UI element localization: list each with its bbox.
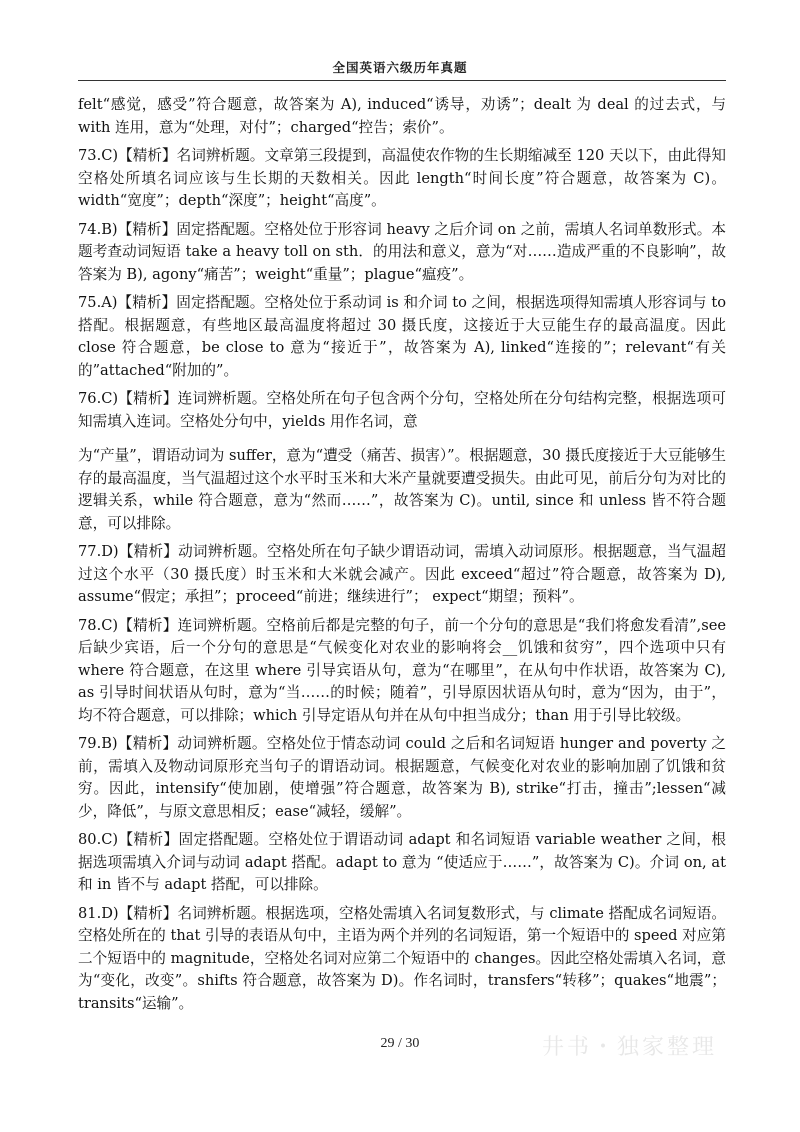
paragraph-78: 78.C)【精析】连词辨析题。空格前后都是完整的句子，前一个分句的意思是“我们将愈发看清”,see 后缺少宾语，后一个分句的意思是“气候变化对农业的影响将会__饥饿和贫穷”，四个选项中只有 where 符合题意，在这里 where 引导宾语从句，意为“在哪里”，在从句中作状语，故答案为 C), as 引导时间状语从句时，意为“当……的时候；随着”，引导原因状语从句时，意为“因为，由于”，均不符合题意，可以排除；which 引导定语从句并在从句中担当成分；than 用于引导比较级。 bbox=[78, 616, 726, 724]
page-number: 29 / 30 bbox=[380, 1036, 420, 1051]
paragraph-76-continued: 为“产量”，谓语动词为 suffer，意为“遭受（痛苦、损害）”。根据题意，30 摄氏度接近于大豆能够生存的最高温度，当气温超过这个水平时玉米和大米产量就要遭受损失。由此可见，前后分句为对比的逻辑关系，while 符合题意，意为“然而……”，故答案为 C)。until, since 和 unless 皆不符合题意，可以排除。 bbox=[78, 447, 726, 532]
page-header-title: 全国英语六级历年真题 bbox=[332, 60, 468, 75]
paragraph-75: 75.A)【精析】固定搭配题。空格处位于系动词 is 和介词 to 之间，根据选项得知需填人形容词与 to 搭配。根据题意，有些地区最高温度将超过 30 摄氏度，这接近于大豆能生存的最高温度。因此 close 符合题意，be close to 意为“接近于”，故答案为 A), linked“连接的”；relevant“有关的”attached“附加的”。 bbox=[78, 294, 726, 379]
paragraph-74: 74.B)【精析】固定搭配题。空格处位于形容词 heavy 之后介词 on 之前，需填人名词单数形式。本题考查动词短语 take a heavy toll on sth．的用法和意义，意为“对……造成严重的不良影响”，故答案为 B), agony“痛苦”；weight“重量”；plague“瘟疫”。 bbox=[78, 220, 726, 283]
paragraph-79: 79.B)【精析】动词辨析题。空格处位于情态动词 could 之后和名词短语 hunger and poverty 之前，需填入及物动词原形充当句子的谓语动词。根据题意，气候变化对农业的影响加剧了饥饿和贫穷。因此，intensify“使加剧，使增强”符合题意，故答案为 B), strike“打击，撞击”;lessen“减少，降低”，与原文意思相反；ease“减轻，缓解”。 bbox=[78, 735, 726, 820]
paragraph-72-continued: felt“感觉，感受”符合题意，故答案为 A), induced“诱导，劝诱”；dealt 为 deal 的过去式，与 with 连用，意为“处理，对付”；charged“控告；索价”。 bbox=[78, 96, 726, 136]
watermark-text: 井书・独家整理 bbox=[542, 1035, 718, 1060]
paragraph-77: 77.D)【精析】动词辨析题。空格处所在句子缺少谓语动词，需填入动词原形。根据题意，当气温超过这个水平（30 摄氏度）时玉米和大米就会减产。因此 exceed“超过”符合题意，故答案为 D), assume“假定；承担”；proceed“前进；继续进行”； expect“期望；预料”。 bbox=[78, 543, 726, 605]
paragraph-81: 81.D)【精析】名词辨析题。根据选项，空格处需填入名词复数形式，与 climate 搭配成名词短语。空格处所在的 that 引导的表语从句中，主语为两个并列的名词短语，第一个短语中的 speed 对应第二个短语中的 magnitude，空格处名词对应第二个短语中的 changes。因此空格处需填入名词，意为“变化，改变”。shifts 符合题意，故答案为 D)。作名词时，transfers“转移”；quakes“地震”；transits“运输”。 bbox=[78, 904, 726, 1012]
header-divider bbox=[78, 80, 726, 81]
paragraph-76: 76.C)【精析】连词辨析题。空格处所在句子包含两个分句，空格处所在分句结构完整，根据选项可知需填入连词。空格处分句中，yields 用作名词，意 bbox=[78, 390, 726, 430]
answer-explanations bbox=[78, 94, 726, 1021]
paragraph-80: 80.C)【精析】固定搭配题。空格处位于谓语动词 adapt 和名词短语 variable weather 之间，根据选项需填入介词与动词 adapt 搭配。adapt to 意为 “使适应于……”，故答案为 C)。介词 on, at 和 in 皆不与 adapt 搭配，可以排除。 bbox=[78, 831, 726, 893]
paragraph-73: 73.C)【精析】名词辨析题。文章第三段提到，高温使农作物的生长期缩减至 120 天以下，由此得知空格处所填名词应该与生长期的天数相关。因此 length“时间长度”符合题意，故答案为 C)。width“宽度”；depth“深度”；height“高度”。 bbox=[78, 147, 726, 209]
